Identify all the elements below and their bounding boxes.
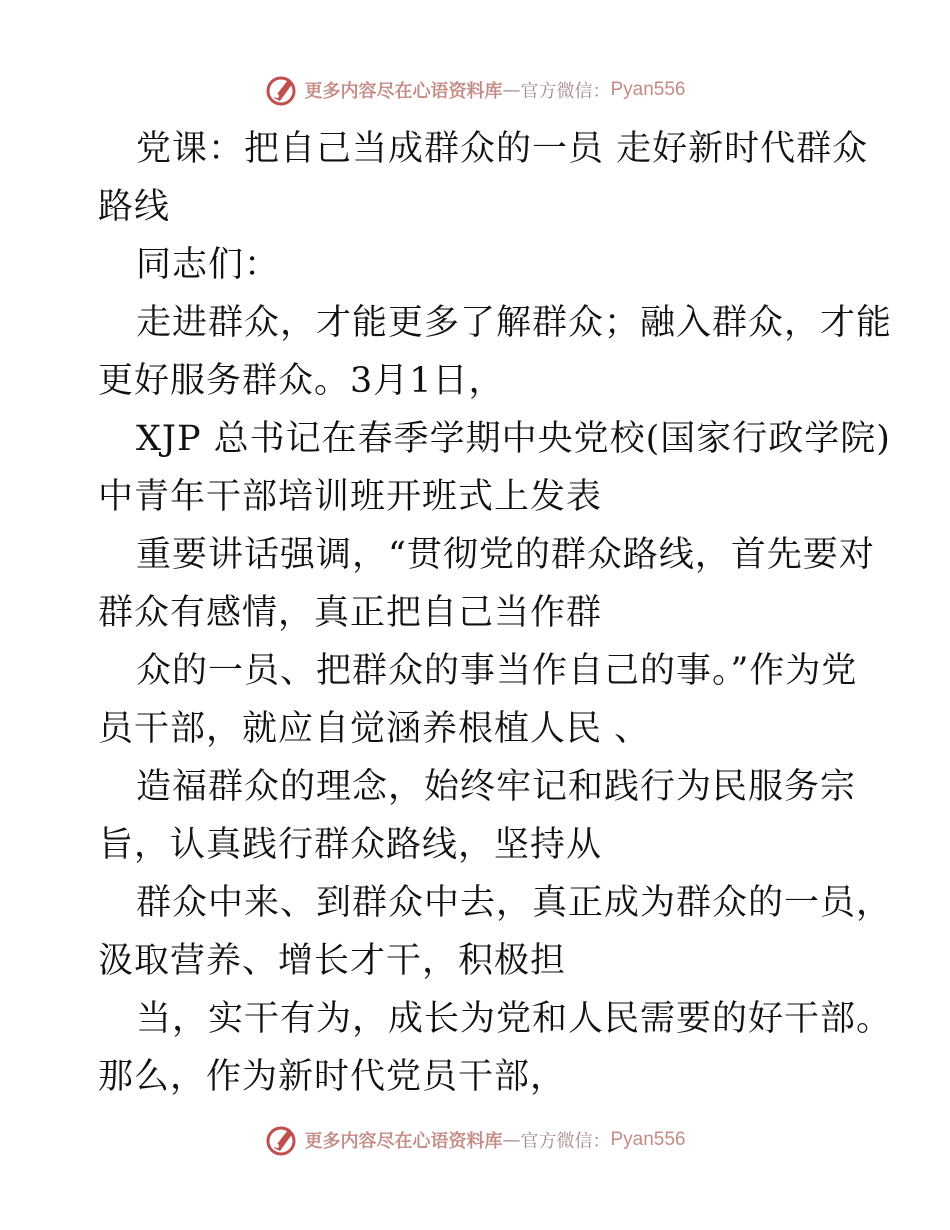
paragraph-line: 群众有感情，真正把自己当作群 [98, 593, 603, 633]
watermark-contact-id: Pyan556 [610, 79, 686, 100]
paragraph-line: 更好服务群众。3月1日， [98, 361, 505, 401]
pen-nib-logo-icon [264, 1122, 300, 1158]
document-body [98, 120, 893, 1106]
paragraph-line: 那么，作为新时代党员干部， [98, 1057, 567, 1097]
document-title-line-1: 党课：把自己当成群众的一员 走好新时代群众 [136, 129, 869, 169]
paragraph-line: 中青年干部培训班开班式上发表 [98, 477, 603, 517]
watermark-separator: — [502, 1129, 521, 1151]
watermark-contact-label: 官方微信： [520, 1131, 611, 1152]
watermark-text: 更多内容尽在心语资料库 [304, 1131, 503, 1152]
paragraph-line: 走进群众，才能更多了解群众；融入群众，才能 [136, 303, 893, 343]
paragraph-line: 员干部，就应自觉涵养根植人民 、 [98, 709, 651, 749]
paragraph-line: 汲取营养、增长才干，积极担 [98, 941, 567, 981]
paragraph-line: 当，实干有为，成长为党和人民需要的好干部。 [136, 999, 893, 1039]
paragraph-line: 重要讲话强调，“贯彻党的群众路线，首先要对 [136, 535, 875, 575]
salutation: 同志们： [136, 245, 281, 285]
watermark-banner-top [0, 70, 950, 110]
pen-nib-logo-icon [264, 72, 300, 108]
watermark-banner-bottom [0, 1120, 950, 1160]
watermark-text: 更多内容尽在心语资料库 [304, 81, 503, 102]
watermark-contact-id: Pyan556 [610, 1129, 686, 1150]
paragraph-line: 旨，认真践行群众路线，坚持从 [98, 825, 603, 865]
document-title-line-2: 路线 [98, 187, 171, 227]
watermark-contact-label: 官方微信： [520, 81, 611, 102]
paragraph-line: 造福群众的理念，始终牢记和践行为民服务宗 [136, 767, 857, 807]
paragraph-line: 群众中来、到群众中去，真正成为群众的一员， [136, 883, 893, 923]
paragraph-line: XJP 总书记在春季学期中央党校(国家行政学院) [136, 419, 891, 459]
paragraph-line: 众的一员、把群众的事当作自己的事。”作为党 [136, 651, 858, 691]
watermark-separator: — [502, 79, 521, 101]
